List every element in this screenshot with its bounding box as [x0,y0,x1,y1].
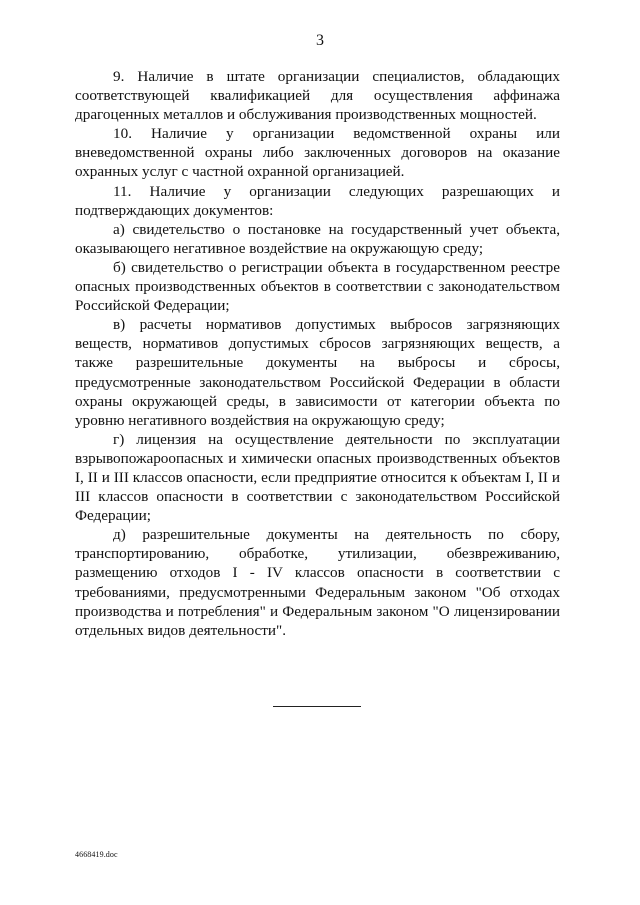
document-file-code: 4668419.doc [75,850,118,859]
paragraph-item-10: 10. Наличие у организации ведомственной охраны или вневедомственной охраны либо заключенных договоров на оказание охранных услуг с частной охранной организацией. [75,125,560,181]
subitem-d: д) разрешительные документы на деятельность по сбору, транспортированию, обработке, утилизации, обезвреживанию, размещению отходов I - IV классов опасности в соответствии с требованиями, предусмотренными Федеральным законом "Об отходах производства и потребления" и Федеральным законом "О лицензировании отдельных видов деятельности". [75,526,560,639]
subitem-b: б) свидетельство о регистрации объекта в государственном реестре опасных производственных объектов в соответствии с законодательством Российской Федерации; [75,258,560,315]
end-of-text-rule [273,706,361,707]
paragraph-item-9: 9. Наличие в штате организации специалистов, обладающих соответствующей квалификацией для осуществления аффинажа драгоценных металлов и обслуживания производственных мощностей. [75,68,560,124]
subitem-v: в) расчеты нормативов допустимых выбросов загрязняющих веществ, нормативов допустимых сбросов загрязняющих веществ, а также разрешительные документы на выбросы и сбросы, предусмотренные законодательством Российской Федерации в области охраны окружающей среды, в зависимости от категории объекта по уровню негативного воздействия на окружающую среду; [75,316,560,429]
document-body [75,67,560,640]
page-number: 3 [316,32,324,49]
subitem-g: г) лицензия на осуществление деятельности по эксплуатации взрывопожароопасных и химически опасных производственных объектов I, II и III классов опасности, если предприятие относится к объектам I, II и III классов опасности в соответствии с законодательством Российской Федерации; [75,430,560,525]
paragraph-item-11: 11. Наличие у организации следующих разрешающих и подтверждающих документов: [75,182,560,219]
subitem-a: а) свидетельство о постановке на государственный учет объекта, оказывающего негативное воздействие на окружающую среду; [75,220,560,257]
